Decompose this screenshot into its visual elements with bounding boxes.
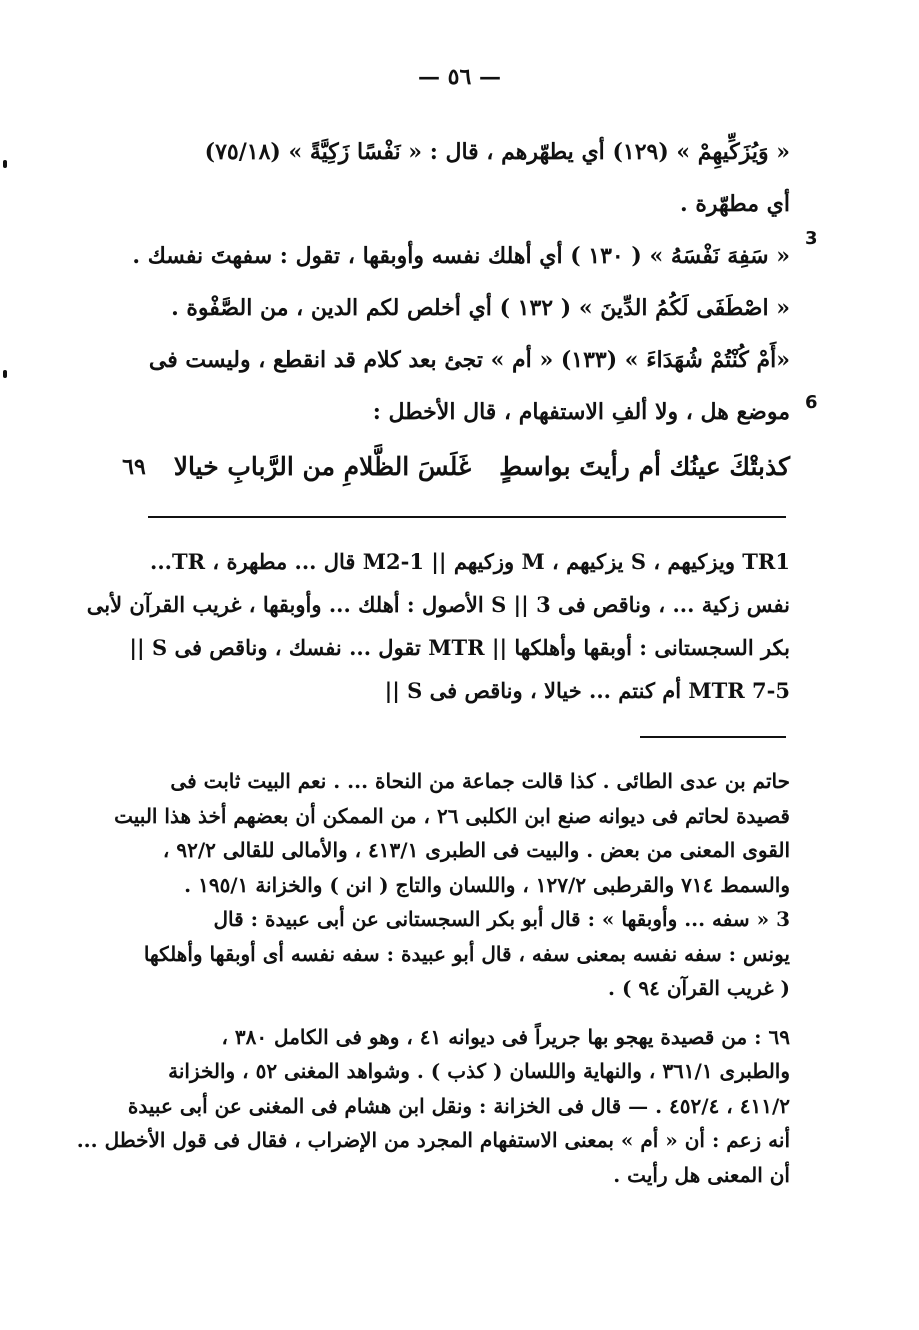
footnote-line: ٤١١/٢ ، ٤٥٢/٤ . — قال فى الخزانة : ونقل ابن هشام فى المغنى عن أبى عبيدة: [127, 1093, 790, 1118]
apparatus-line: MTR 7-5 أم كنتم ... خيالا ، وناقص فى S ||: [384, 678, 790, 703]
main-text-line: « اصْطَفَى لَكُمُ الدِّينَ » ( ١٣٢ ) أي أخلص لكم الدين ، من الصَّفْوة .: [171, 295, 790, 321]
margin-line-number: 3: [805, 228, 818, 249]
footnote-line: أنه زعم : أن « أم » بمعنى الاستفهام المجرد من الإضراب ، فقال فى قول الأخطل ...: [76, 1128, 790, 1152]
verse-number: ٦٩: [122, 454, 146, 480]
main-text: [122, 126, 790, 496]
footnote-line: ٦٩ : من قصيدة يهجو بها جريراً فى ديوانه ٤١ ، وهو فى الكامل ٣٨٠ ،: [221, 1024, 790, 1049]
main-text-line: «أَمْ كُنْتُمْ شُهَدَاءَ » (١٣٣) « أم » تجئ بعد كلام قد انقطع ، وليست فى: [148, 347, 790, 373]
page-number: — ٥٦ —: [418, 64, 501, 90]
footnotes: [76, 764, 790, 1192]
main-text-line: موضع هل ، ولا ألفِ الاستفهام ، قال الأخطل :: [372, 399, 790, 425]
footnote-line: ( غريب القرآن ٩٤ ) .: [608, 976, 790, 1000]
critical-apparatus: [86, 540, 790, 712]
footnote-paragraph: [76, 1020, 790, 1193]
footnote-paragraph: [114, 764, 790, 1006]
section-divider: [148, 516, 786, 518]
footnote-line: أن المعنى هل رأيت .: [613, 1162, 790, 1187]
footnote-line: القوى المعنى من بعض . والبيت فى الطبرى ٤١٣/١ ، والأمالى للقالى ٩٢/٢ ،: [162, 838, 790, 862]
apparatus-line: نفس زكية ... ، وناقص فى S || 3 الأصول : أهلك ... وأوبقها ، غريب القرآن لأبى: [86, 592, 790, 617]
footnote-line: 3 « سفه ... وأوبقها » : قال أبو بكر السجستانى عن أبى عبيدة : قال: [213, 907, 790, 931]
poetry-verse: [122, 438, 790, 496]
apparatus-line: بكر السجستانى : أوبقها وأهلكها || MTR تقول ... نفسك ، وناقص فى S ||: [129, 635, 790, 660]
margin-line-number: 6: [805, 392, 818, 413]
footnote-line: قصيدة لحاتم فى ديوانه صنع ابن الكلبى ٢٦ ، من الممكن أن بعضهم أخذ هذا البيت: [114, 803, 790, 828]
footnote-line: والسمط ٧١٤ والقرطبى ١٢٧/٢ ، واللسان والتاج ( انن ) والخزانة ١٩٥/١ .: [184, 872, 790, 897]
main-text-line: أي مطهّرة .: [680, 191, 790, 217]
footnote-line: والطبرى ٣٦١/١ ، والنهاية واللسان ( كذب ) . وشواهد المغنى ٥٢ ، والخزانة: [168, 1059, 790, 1083]
scan-edge-mark: [3, 370, 7, 378]
footnote-line: يونس : سفه نفسه بمعنى سفه ، قال أبو عبيدة : سفه نفسه أى أوبقها وأهلكها: [143, 941, 790, 966]
footnote-line: حاتم بن عدى الطائى . كذا قالت جماعة من النحاة ... . نعم البيت ثابت فى: [170, 769, 790, 793]
scan-edge-mark: [3, 160, 7, 168]
apparatus-line: TR1 ويزكيهم ، S يزكيهم ، M وزكيهم || M2-1 قال ... مطهرة ، TR...: [150, 549, 790, 574]
verse-second-hemistich: غَلَسَ الظَّلامِ من الرَّبابِ خيالا: [173, 452, 472, 481]
main-text-line: « سَفِهَ نَفْسَهُ » ( ١٣٠ ) أي أهلك نفسه وأوبقها ، تقول : سفهتَ نفسك .: [132, 243, 790, 269]
verse-first-hemistich: كذبتْكَ عينُك أم رأيتَ بواسطٍ: [499, 452, 790, 481]
footnote-divider: [640, 736, 786, 738]
main-text-line: « وَيُزَكِّيهِمْ » (١٢٩) أي يطهّرهم ، قال : « نَفْسًا زَكِيَّةً » (٧٥/١٨): [204, 139, 790, 165]
